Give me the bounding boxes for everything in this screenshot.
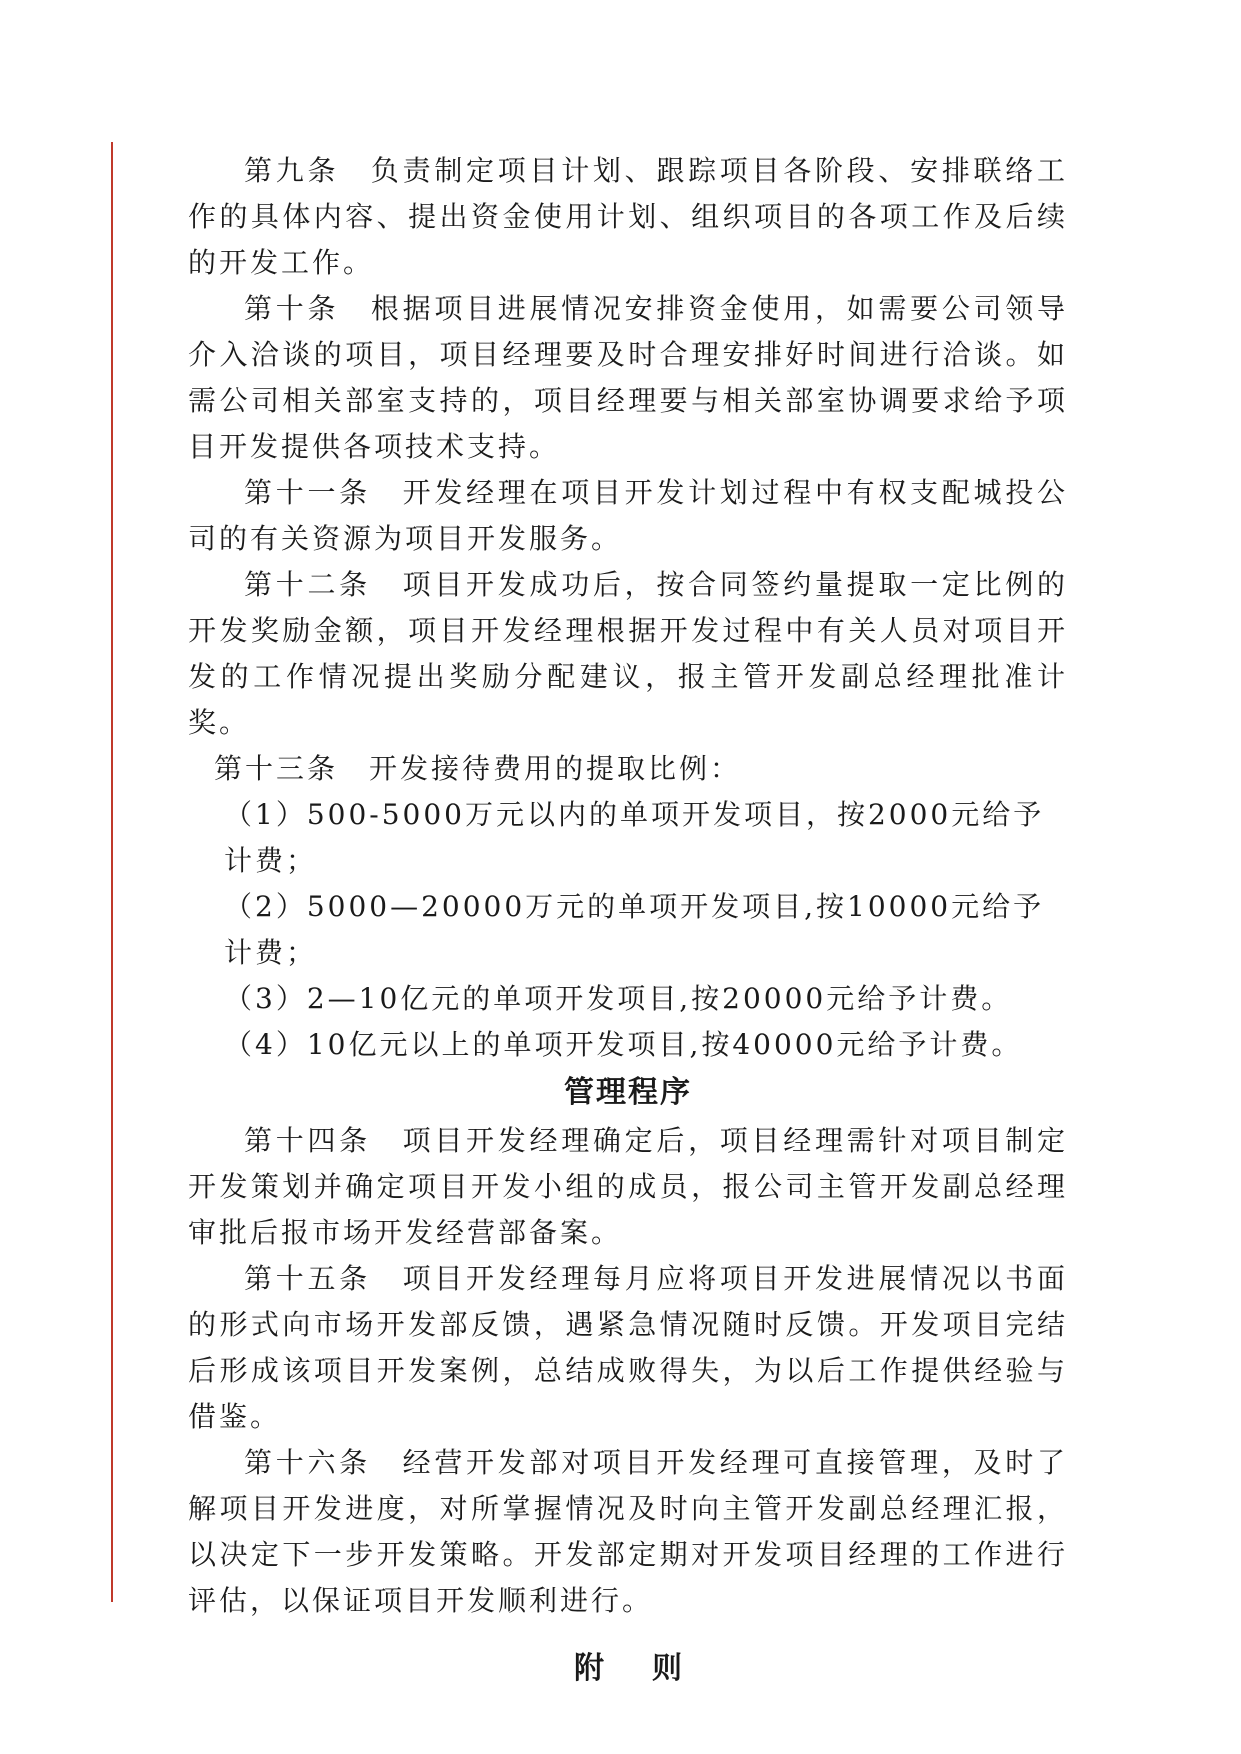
section-heading-management: 管理程序 xyxy=(564,1075,692,1110)
fee-item-1: （1）500-5000万元以内的单项开发项目，按2000元给予计费； xyxy=(224,798,1045,877)
article-12: 第十二条 项目开发成功后，按合同签约量提取一定比例的开发奖励金额，项目开发经理根据开发过程中有关人员对项目开发的工作情况提出奖励分配建议，报主管开发副总经理批准计奖。 xyxy=(188,568,1068,739)
document-body xyxy=(188,148,1068,1694)
article-13: 第十三条 开发接待费用的提取比例： xyxy=(214,752,742,785)
fee-item-2: （2）5000—20000万元的单项开发项目,按10000元给予计费； xyxy=(224,890,1045,969)
article-14: 第十四条 项目开发经理确定后，项目经理需针对项目制定开发策划并确定项目开发小组的成员，报公司主管开发副总经理审批后报市场开发经营部备案。 xyxy=(188,1124,1068,1249)
article-11: 第十一条 开发经理在项目开发计划过程中有权支配城投公司的有关资源为项目开发服务。 xyxy=(188,476,1068,555)
fee-item-4: （4）10亿元以上的单项开发项目,按40000元给予计费。 xyxy=(224,1028,1023,1061)
article-10: 第十条 根据项目进展情况安排资金使用，如需要公司领导介入洽谈的项目，项目经理要及时合理安排好时间进行洽谈。如需公司相关部室支持的，项目经理要与相关部室协调要求给予项目开发提供各项技术支持。 xyxy=(188,292,1068,463)
article-9: 第九条 负责制定项目计划、跟踪项目各阶段、安排联络工作的具体内容、提出资金使用计划、组织项目的各项工作及后续的开发工作。 xyxy=(188,154,1068,279)
fee-item-3: （3）2—10亿元的单项开发项目,按20000元给予计费。 xyxy=(224,982,1013,1015)
section-heading-appendix: 附则 xyxy=(574,1651,730,1686)
article-16: 第十六条 经营开发部对项目开发经理可直接管理，及时了解项目开发进度，对所掌握情况及时向主管开发副总经理汇报，以决定下一步开发策略。开发部定期对开发项目经理的工作进行评估，以保证项目开发顺利进行。 xyxy=(188,1446,1068,1617)
margin-line xyxy=(111,142,113,1602)
article-15: 第十五条 项目开发经理每月应将项目开发进展情况以书面的形式向市场开发部反馈，遇紧急情况随时反馈。开发项目完结后形成该项目开发案例，总结成败得失，为以后工作提供经验与借鉴。 xyxy=(188,1262,1068,1433)
